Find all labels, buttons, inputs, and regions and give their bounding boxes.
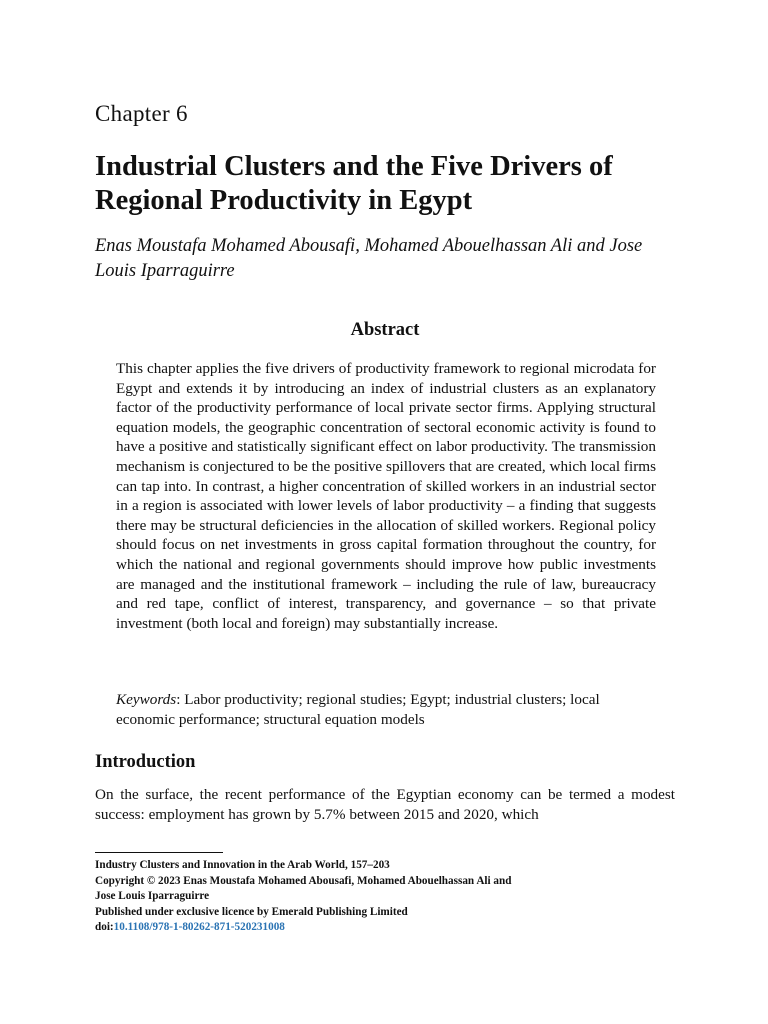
chapter-title: Industrial Clusters and the Five Drivers of Regional Productivity in Egypt — [95, 151, 613, 216]
keywords-label: Keywords — [116, 691, 177, 708]
footer-copyright-line2: Jose Louis Iparraguirre — [95, 890, 210, 902]
footnote-divider — [95, 852, 223, 853]
footer — [95, 858, 675, 936]
doi-label: doi: — [95, 921, 114, 933]
authors: Enas Moustafa Mohamed Abousafi, Mohamed Abouelhassan Ali and Jose Louis Iparraguirre — [95, 236, 643, 281]
abstract-heading: Abstract — [350, 320, 420, 340]
abstract-body: This chapter applies the five drivers of productivity framework to regional microdata for Egypt and extends it by introducing an index of industrial clusters as an explanatory factor of the productivity performance of local private sector firms. Applying structural equation models, the geographic concentration of sectoral economic activity is found to have a positive and statistically significant effect on labor productivity. The transmission mechanism is conjectured to be the positive spillovers that are created, which local firms can tap into. In contrast, a higher concentration of skilled workers in an industrial sector in a region is associated with lower levels of labor productivity – a finding that suggests there may be structural deficiencies in the allocation of skilled workers. Regional policy should focus on net investments in gross capital formation throughout the country, for which the national and regional governments should improve how public investments are managed and the institutional framework – including the rule of law, bureaucracy and red tape, conflict of interest, transparency, and governance – so that private investment (both local and foreign) may substantially increase. — [116, 360, 656, 632]
introduction-heading: Introduction — [95, 752, 196, 772]
footer-doi — [95, 920, 675, 936]
chapter-label: Chapter 6 — [95, 101, 188, 126]
doi-link[interactable]: 10.1108/978-1-80262-871-520231008 — [113, 921, 285, 933]
keywords-text: : Labor productivity; regional studies; Egypt; industrial clusters; local economic performance; structural equation models — [116, 691, 600, 728]
keywords — [116, 690, 656, 729]
footer-book: Industry Clusters and Innovation in the Arab World, 157–203 — [95, 859, 390, 871]
footer-publisher: Published under exclusive licence by Emerald Publishing Limited — [95, 905, 408, 918]
introduction-text: On the surface, the recent performance of the Egyptian economy can be termed a modest success: employment has grown by 5.7% between 2015 and 2020, which — [95, 786, 675, 823]
footer-copyright-line1: Copyright © 2023 Enas Moustafa Mohamed Abousafi, Mohamed Abouelhassan Ali and — [95, 874, 512, 887]
